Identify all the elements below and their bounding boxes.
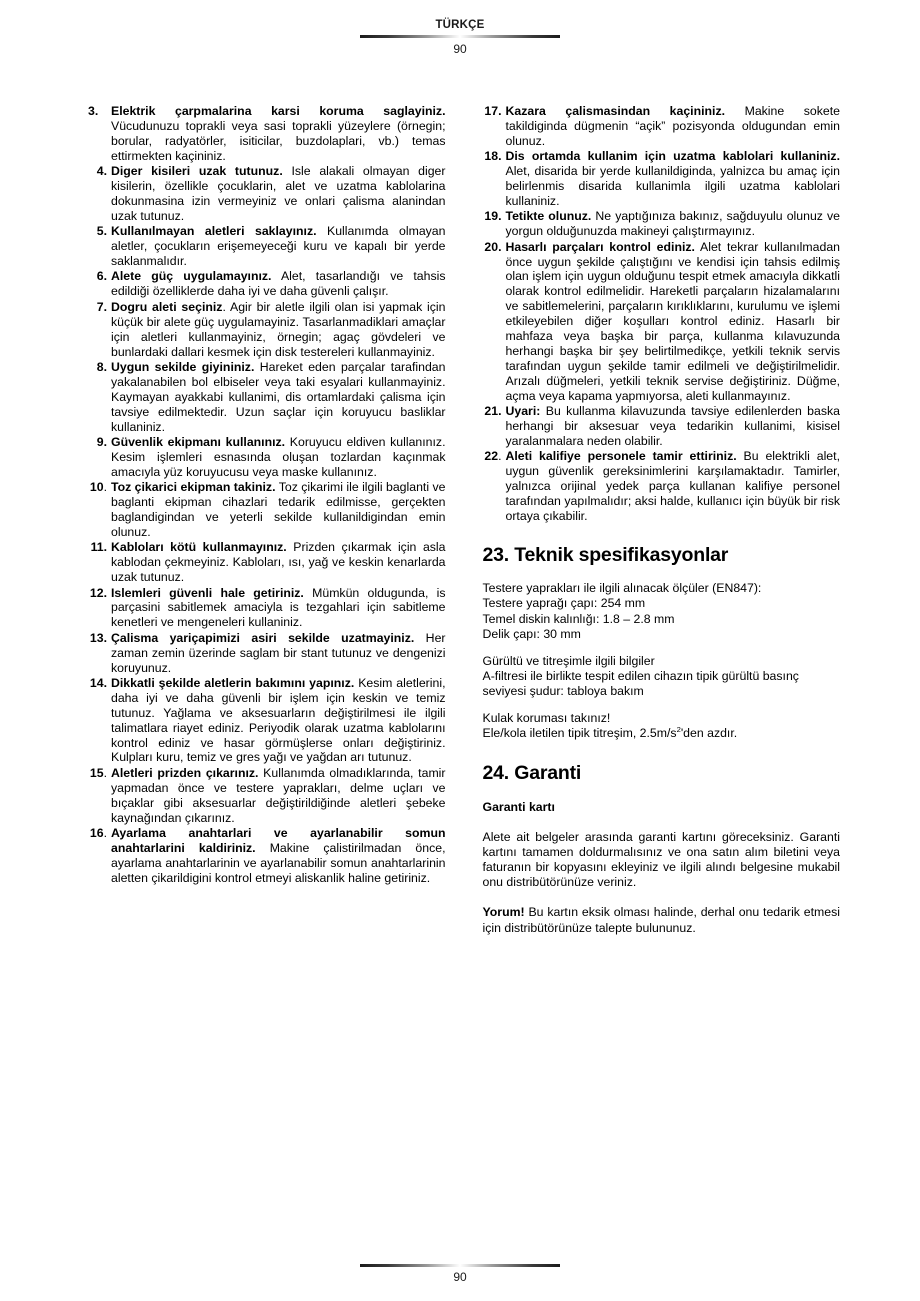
safety-list-item [483,104,841,149]
safety-list-item [483,149,841,209]
safety-list-item-lead: Uygun sekilde giyininiz. [111,359,255,374]
safety-list-item [88,300,446,360]
safety-list-item [88,269,446,299]
safety-list-item [483,240,841,404]
safety-list-item-lead: Çalisma yariçapimizi asiri sekilde uzatmayiniz. [111,630,415,645]
safety-list-item-lead: Aleti kalifiye personele tamir ettiriniz. [505,449,737,464]
safety-list-item [88,164,446,224]
safety-list-item-lead: Hasarlı parçaları kontrol ediniz. [505,239,695,254]
page-footer [0,1261,920,1285]
vibration-value-prefix: Ele/kola iletilen tipik titreşim, 2.5m/s [482,726,677,741]
spacer [483,890,841,905]
safety-list-item-lead: Uyari: [505,404,541,419]
safety-instruction-list-right [483,104,841,524]
safety-list-item-body: Kesim aletlerini, daha iyi ve daha güvenli bir işlem için keskin ve temiz tutunuz. Yağlama ve aksesuarların değiştirilmesi ile ilgili talimatlara riayet ediniz. Periyodik olarak uzatma kablolarını kontrol ediniz ve hasar görmüşlerse onları değiştiriniz. Kulpları kuru, temiz ve gres yağı ve yağdan arı tutunuz. [111,675,446,765]
safety-list-item [88,435,446,480]
safety-list-item-number: 3. [88,104,99,118]
left-column [88,104,446,936]
safety-list-item-number: 8. [96,359,107,374]
safety-list-item-number: 4. [96,164,107,179]
safety-list-item-lead: Dogru aleti seçiniz [111,299,223,314]
technical-spec-line: Testere yaprakları ile ilgili alınacak ölçüler (EN847): [482,580,762,595]
safety-list-item-lead: Kabloları kötü kullanmayınız. [111,540,287,555]
page-header [0,18,920,57]
safety-list-item-number: 13. [89,630,107,645]
safety-list-item [483,404,841,449]
spacer [483,815,841,830]
safety-list-item-body: Koruyucu eldiven kullanınız. Kesim işlemleri esnasında oluşan tozlardan kaçınmak amacıyla yüz koruyucusu veya maske kullanınız. [111,434,446,479]
header-page-number: 90 [453,42,467,56]
safety-list-item-body: Alet, tasarlandığı ve tahsis edildiği özelliklerde daha iyi ve daha güvenli çalışır. [111,269,446,299]
safety-list-item-body: Alet, disarida bir yerde kullanildiginda, yalnizca bu amaç için belirlenmis disarida kullanimla ilgili uzatma kablolari kullaniniz. [505,164,840,208]
safety-list-item [88,480,446,540]
safety-list-item-lead: Toz çikarici ekipman takiniz. [111,480,276,495]
footer-page-number: 90 [453,1270,467,1284]
warranty-card-subheading: Garanti kartı [482,799,555,814]
safety-list-item [88,224,446,269]
safety-list-item-number: 22 . [483,449,502,464]
safety-list-item-body: Isle alakali olmayan diger kisilerin, özellikle çocuklarin, alet ve uzatma kablolarina dokunmasina izin vermeyiniz ve onlari çalisma alanindan uzak tutunuz. [111,164,446,223]
noise-info-line: A-filtresi ile birlikte tespit edilen cihazın tipik gürültü basınç seviyesi şudur: tabloya bakım [482,668,799,699]
safety-list-item [88,104,446,164]
section-heading-technical-specs: 23. Teknik spesifikasyonlar [482,543,729,566]
safety-list-item-number: 17. [484,104,502,118]
hearing-protection-line: Kulak koruması takınız! [482,710,611,725]
safety-list-item-number: 16 . [88,826,107,841]
safety-list-item-number: 6. [96,269,107,284]
safety-list-item-number: 14. [89,675,107,690]
vibration-unit-exponent: 2 [676,725,681,735]
safety-list-item-lead: Tetikte olunuz. [505,209,592,224]
document-body [88,104,840,936]
safety-list-item-body: Vücudunuzu toprakli veya sasi toprakli yüzeylere (örnegin; borular, radyatörler, isiticilar, buzdolaplari, vb.) temas ettirmekten kaçininiz. [111,118,446,163]
safety-list-item [483,209,841,239]
safety-list-item-lead: Diger kisileri uzak tutunuz. [111,164,283,179]
technical-spec-line: Delik çapı: 30 mm [482,627,581,642]
safety-list-item [88,826,446,886]
safety-list-item-body: Makine sokete takildiginda dügmenin “açik” pozisyonda oldugundan emin olunuz. [505,104,840,148]
technical-spec-line: Temel diskin kalınlığı: 1.8 – 2.8 mm [482,611,675,626]
safety-list-item [88,540,446,585]
spacer [483,643,841,654]
safety-list-item-lead: Elektrik çarpmalarina karsi koruma saglayiniz. [111,104,446,118]
safety-list-item-body: Prizden çıkarmak için asla kablodan çekmeyiniz. Kabloları, ısı, yağ ve keskin kenarlarda uzak tutunuz. [111,540,446,585]
safety-list-item [88,676,446,765]
safety-list-item-number: 11. [90,540,107,555]
safety-list-item [88,360,446,435]
safety-list-item-number: 20. [484,239,502,254]
header-rule [360,35,560,38]
safety-list-item [88,631,446,676]
warranty-paragraph: Alete ait belgeler arasında garanti kartını göreceksiniz. Garanti kartını tamamen doldurmalısınız ve ona satın alım biletini veya faturanın bir kopyasını ekleyiniz ve ilgili alındı belgesine mukabil onu distribütörünüze veriniz. [482,829,840,890]
warranty-note-lead: Yorum! [482,905,525,920]
safety-list-item-lead: Aletleri prizden çıkarınız. [111,765,259,780]
warranty-note [483,905,841,935]
noise-info-line: Gürültü ve titreşimle ilgili bilgiler [482,653,655,668]
safety-list-item-number: 18. [484,149,502,164]
safety-list-item-body: Her zaman zemin üzerinde saglam bir stant tutunuz ve dengenizi koruyunuz. [111,630,446,675]
safety-list-item-number: 12. [89,585,107,600]
safety-list-item-body: . Agir bir aletle ilgili olan isi yapmak için küçük bir alete güç uygulamayiniz. Tasarlanmadiklari amaçlar için aletleri kullanmayiniz, örnegin; agaç gövdeleri ve bunlardaki dallari kesmek için disk testereleri kullanmayiniz. [111,299,446,359]
safety-list-item-lead: Dis ortamda kullanim için uzatma kablolari kullaniniz. [505,149,840,164]
technical-spec-line: Testere yaprağı çapı: 254 mm [482,596,646,611]
safety-list-item-body: Kullanımda olmayan aletler, çocukların erişemeyeceği kuru ve kapalı bir yerde saklanmalıdır. [111,224,446,269]
safety-list-item-number: 21. [484,404,502,419]
safety-list-item-body: Toz çikarimi ile ilgili baglanti ve baglanti ekipman cihazlari tedarik edilmisse, gerçekten baglandigindan ve yeterli sekilde kullanildigindan emin olunuz. [111,480,446,539]
safety-list-item-lead: Islemleri güvenli hale getiriniz. [111,585,304,600]
safety-list-item-number: 10 . [88,480,107,495]
safety-list-item-body: Hareket eden parçalar tarafindan yakalanabilen bol elbiseler veya taki esyalari kullanmayiniz. Kaymayan ayakkabi kullanimi, dis ortamlardaki çalisma için tavsiye edilmektedir. Uzun saçlar için koruyucu basliklar kullaniniz. [111,359,446,434]
safety-list-item-number: 5. [96,224,107,239]
language-label: TÜRKÇE [435,19,485,31]
safety-instruction-list-left [88,104,446,886]
safety-list-item-number: 7. [96,299,107,314]
safety-list-item-lead: Kazara çalismasindan kaçininiz. [505,104,726,118]
safety-list-item-lead: Ayarlama anahtarlari ve ayarlanabilir somun anahtarlarini kaldiriniz. [111,826,446,855]
safety-list-item-body: Bu kullanma kilavuzunda tavsiye edilenlerden baska herhangi bir aksesuar veya tedarikin kullanimi, kisisel yaralanmalara neden olabilir. [505,404,840,448]
technical-spec-lines [483,581,841,643]
safety-list-item-lead: Güvenlik ekipmanı kullanınız. [111,434,286,449]
safety-list-item-number: 19. [484,209,502,224]
safety-list-item-lead: Alete güç uygulamayınız. [111,269,272,284]
safety-list-item-body: Makine çalistirilmadan önce, ayarlama anahtarlarinin ve ayarlanabilir somun anahtarlarinin aletten çikarildigini kontrol etmeyi aliskanlik haline getiriniz. [111,840,446,885]
safety-list-item [483,449,841,524]
safety-list-item-body: Mümkün oldugunda, is parçasini sabitlemek amaciyla is tezgahlari için sabitleme kenetleri ve mengeneleri kullaniniz. [111,585,446,630]
safety-list-item-body: Ne yaptığınıza bakınız, sağduyulu olunuz ve yorgun olduğunuzda makineyi çalıştırmayınız. [505,209,840,239]
safety-list-item-body: Bu elektrikli alet, uygun güvenlik gereksinimlerini karşılamaktadır. Tamirler, yalnızca orijinal yedek parça kullanan kalifiye personel tarafından yapılmalıdır; aksi halde, kullanıcı için büyük bir risk ortaya çıkabilir. [505,449,840,523]
safety-list-item-number: 15 . [88,766,107,781]
vibration-value-suffix: 'den azdır. [680,726,738,741]
safety-list-item-lead: Dikkatli şekilde aletlerin bakımını yapınız. [111,675,355,690]
footer-rule [360,1264,560,1267]
safety-list-item-number: 9. [96,434,107,449]
spacer [483,700,841,711]
safety-list-item-body: Alet tekrar kullanılmadan önce uygun şekilde çalıştığını ve kendisi için tahsis edilmiş olan işlem için uygun olduğunu tespit etmek amacıyla dikkatli olarak kontrol edilmelidir. Hareketli parçaların hizalamalarını ve sabitlemelerini, parçaların kırıklıklarını, kurulumu ve işlemi etkileyebilen diğer koşulları kontrol ediniz. Hasarlı bir mahfaza veya başka bir parça, kullanma kılavuzunda herhangi başka bir şey belirtilmedikçe, yetkili teknik servis tarafından uygun şekilde tamir edilmeli ve değiştirilmelidir. Arızalı düğmeleri, yetkili teknik servise değiştiriniz. Düğme, açma veya kapama yapmıyorsa, aleti kullanmayınız. [505,239,840,403]
right-column [483,104,841,936]
noise-info-lines [483,654,841,700]
safety-list-item [88,586,446,631]
section-heading-warranty: 24. Garanti [482,761,582,784]
warranty-note-body: Bu kartın eksik olması halinde, derhal onu tedarik etmesi için distribütörünüze talepte bulununuz. [482,905,840,935]
safety-list-item-lead: Kullanılmayan aletleri saklayınız. [111,224,317,239]
vibration-line [483,726,841,741]
safety-list-item-body: Kullanımda olmadıklarında, tamir yapmadan önce ve testere yaprakları, delme uçları ve bıçaklar gibi aksesuarlar değiştirildiğinde aletleri şebeke kaynağından çıkarınız. [111,765,446,825]
safety-list-item [88,766,446,826]
